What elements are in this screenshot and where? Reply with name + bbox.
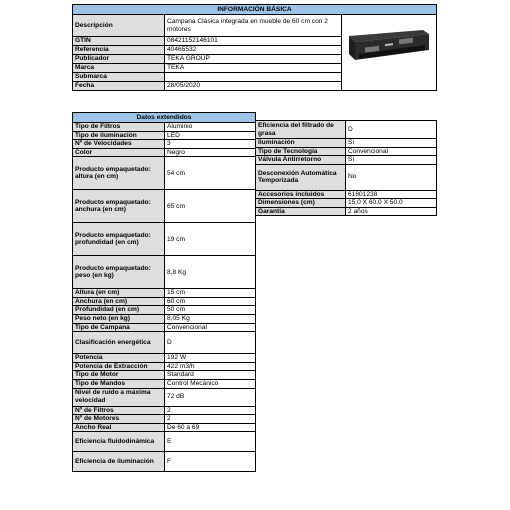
label-fecha: Fecha bbox=[73, 82, 165, 91]
value-eficiencia-iluminacion: F bbox=[165, 452, 256, 472]
value-pack-peso: 8,8 Kg bbox=[165, 256, 256, 289]
label-pack-profundidad: Producto empaquetado: profundidad (en cm) bbox=[73, 223, 165, 256]
extended-data-right-table bbox=[255, 120, 437, 216]
label-referencia: Referencia bbox=[73, 46, 165, 55]
value-pack-anchura: 65 cm bbox=[165, 190, 256, 223]
label-accesorios: Accesorios incluidos bbox=[256, 190, 346, 199]
label-clasificacion-energetica: Clasificación energética bbox=[73, 332, 165, 354]
value-altura: 15 cm bbox=[165, 289, 256, 298]
label-color: Color bbox=[73, 148, 165, 157]
label-num-filtros: Nº de Filtros bbox=[73, 406, 165, 415]
label-tipo-iluminacion: Tipo de iluminación bbox=[73, 131, 165, 140]
value-tipo-iluminacion: LED bbox=[165, 131, 256, 140]
value-iluminacion: Sí bbox=[346, 139, 437, 148]
value-num-filtros: 2 bbox=[165, 406, 256, 415]
label-submarca: Submarca bbox=[73, 73, 165, 82]
value-desconexion-automatica: No bbox=[346, 164, 437, 190]
value-pack-altura: 54 cm bbox=[165, 157, 256, 190]
label-altura: Altura (en cm) bbox=[73, 289, 165, 298]
label-publicador: Publicador bbox=[73, 55, 165, 64]
label-desconexion-automatica: Desconexión Automática Temporizada bbox=[256, 164, 346, 190]
value-ancho-real: De 60 a 69 bbox=[165, 423, 256, 432]
label-velocidades: Nº de Velocidades bbox=[73, 140, 165, 149]
value-profundidad: 50 cm bbox=[165, 306, 256, 315]
value-tipo-motor: Standard bbox=[165, 371, 256, 380]
label-eficiencia-fluidodinamica: Eficiencia fluidodinámica bbox=[73, 432, 165, 452]
extended-data-table bbox=[72, 112, 256, 472]
value-valvula-antirretorno: Sí bbox=[346, 156, 437, 165]
value-tipo-filtros: Aluminio bbox=[165, 123, 256, 132]
label-descripcion: Descripción bbox=[73, 15, 165, 37]
label-nivel-ruido: Nivel de ruido a máxima velocidad bbox=[73, 388, 165, 406]
basic-info-header: INFORMACIÓN BÁSICA bbox=[73, 5, 437, 15]
label-eficiencia-iluminacion: Eficiencia de iluminación bbox=[73, 452, 165, 472]
value-submarca bbox=[165, 73, 342, 82]
value-peso-neto: 8,05 Kg bbox=[165, 315, 256, 324]
label-pack-altura: Producto empaquetado: altura (en cm) bbox=[73, 157, 165, 190]
value-tipo-campana: Convencional bbox=[165, 323, 256, 332]
value-eficiencia-filtrado: D bbox=[346, 121, 437, 139]
label-pack-anchura: Producto empaquetado: anchura (en cm) bbox=[73, 190, 165, 223]
label-iluminacion: Iluminación bbox=[256, 139, 346, 148]
value-potencia: 192 W bbox=[165, 354, 256, 363]
value-garantia: 2 años bbox=[346, 207, 437, 216]
value-tipo-mandos: Control Mecánico bbox=[165, 379, 256, 388]
label-potencia-extraccion: Potencia de Extracción bbox=[73, 362, 165, 371]
label-tipo-filtros: Tipo de Filtros bbox=[73, 123, 165, 132]
label-marca: Marca bbox=[73, 64, 165, 73]
value-tipo-tecnologia: Convencional bbox=[346, 147, 437, 156]
label-potencia: Potencia bbox=[73, 354, 165, 363]
value-gtin: 08421152146101 bbox=[165, 37, 342, 46]
label-anchura: Anchura (en cm) bbox=[73, 297, 165, 306]
value-nivel-ruido: 72 dB bbox=[165, 388, 256, 406]
value-marca: TEKA bbox=[165, 64, 342, 73]
extended-data-header: Datos extendidos bbox=[73, 113, 256, 123]
value-potencia-extraccion: 422 m3/h bbox=[165, 362, 256, 371]
label-tipo-mandos: Tipo de Mandos bbox=[73, 379, 165, 388]
label-gtin: GTIN bbox=[73, 37, 165, 46]
value-anchura: 60 cm bbox=[165, 297, 256, 306]
label-tipo-tecnologia: Tipo de Tecnología bbox=[256, 147, 346, 156]
label-garantia: Garantía bbox=[256, 207, 346, 216]
label-eficiencia-filtrado: Eficiencia del filtrado de grasa bbox=[256, 121, 346, 139]
label-tipo-campana: Tipo de Campana bbox=[73, 323, 165, 332]
label-num-motores: Nº de Motores bbox=[73, 415, 165, 424]
label-valvula-antirretorno: Válvula Antirretorno bbox=[256, 156, 346, 165]
value-color: Negro bbox=[165, 148, 256, 157]
label-dimensiones: Dimensiones (cm) bbox=[256, 199, 346, 208]
label-profundidad: Profundidad (en cm) bbox=[73, 306, 165, 315]
value-fecha: 28/05/2020 bbox=[165, 82, 342, 91]
value-dimensiones: 15.0 X 60.0 X 50.0 bbox=[346, 199, 437, 208]
value-velocidades: 3 bbox=[165, 140, 256, 149]
label-ancho-real: Ancho Real bbox=[73, 423, 165, 432]
value-eficiencia-fluidodinamica: E bbox=[165, 432, 256, 452]
value-publicador: TEKA GROUP bbox=[165, 55, 342, 64]
value-clasificacion-energetica: D bbox=[165, 332, 256, 354]
value-accesorios: 61801238 bbox=[346, 190, 437, 199]
value-num-motores: 2 bbox=[165, 415, 256, 424]
value-pack-profundidad: 19 cm bbox=[165, 223, 256, 256]
label-pack-peso: Producto empaquetado: peso (en kg) bbox=[73, 256, 165, 289]
label-peso-neto: Peso neto (en kg) bbox=[73, 315, 165, 324]
value-descripcion: Campana Clásica integrada en mueble de 60 cm con 2 motores bbox=[165, 15, 342, 37]
product-hood-image bbox=[345, 28, 431, 70]
label-tipo-motor: Tipo de Motor bbox=[73, 371, 165, 380]
value-referencia: 40465532 bbox=[165, 46, 342, 55]
